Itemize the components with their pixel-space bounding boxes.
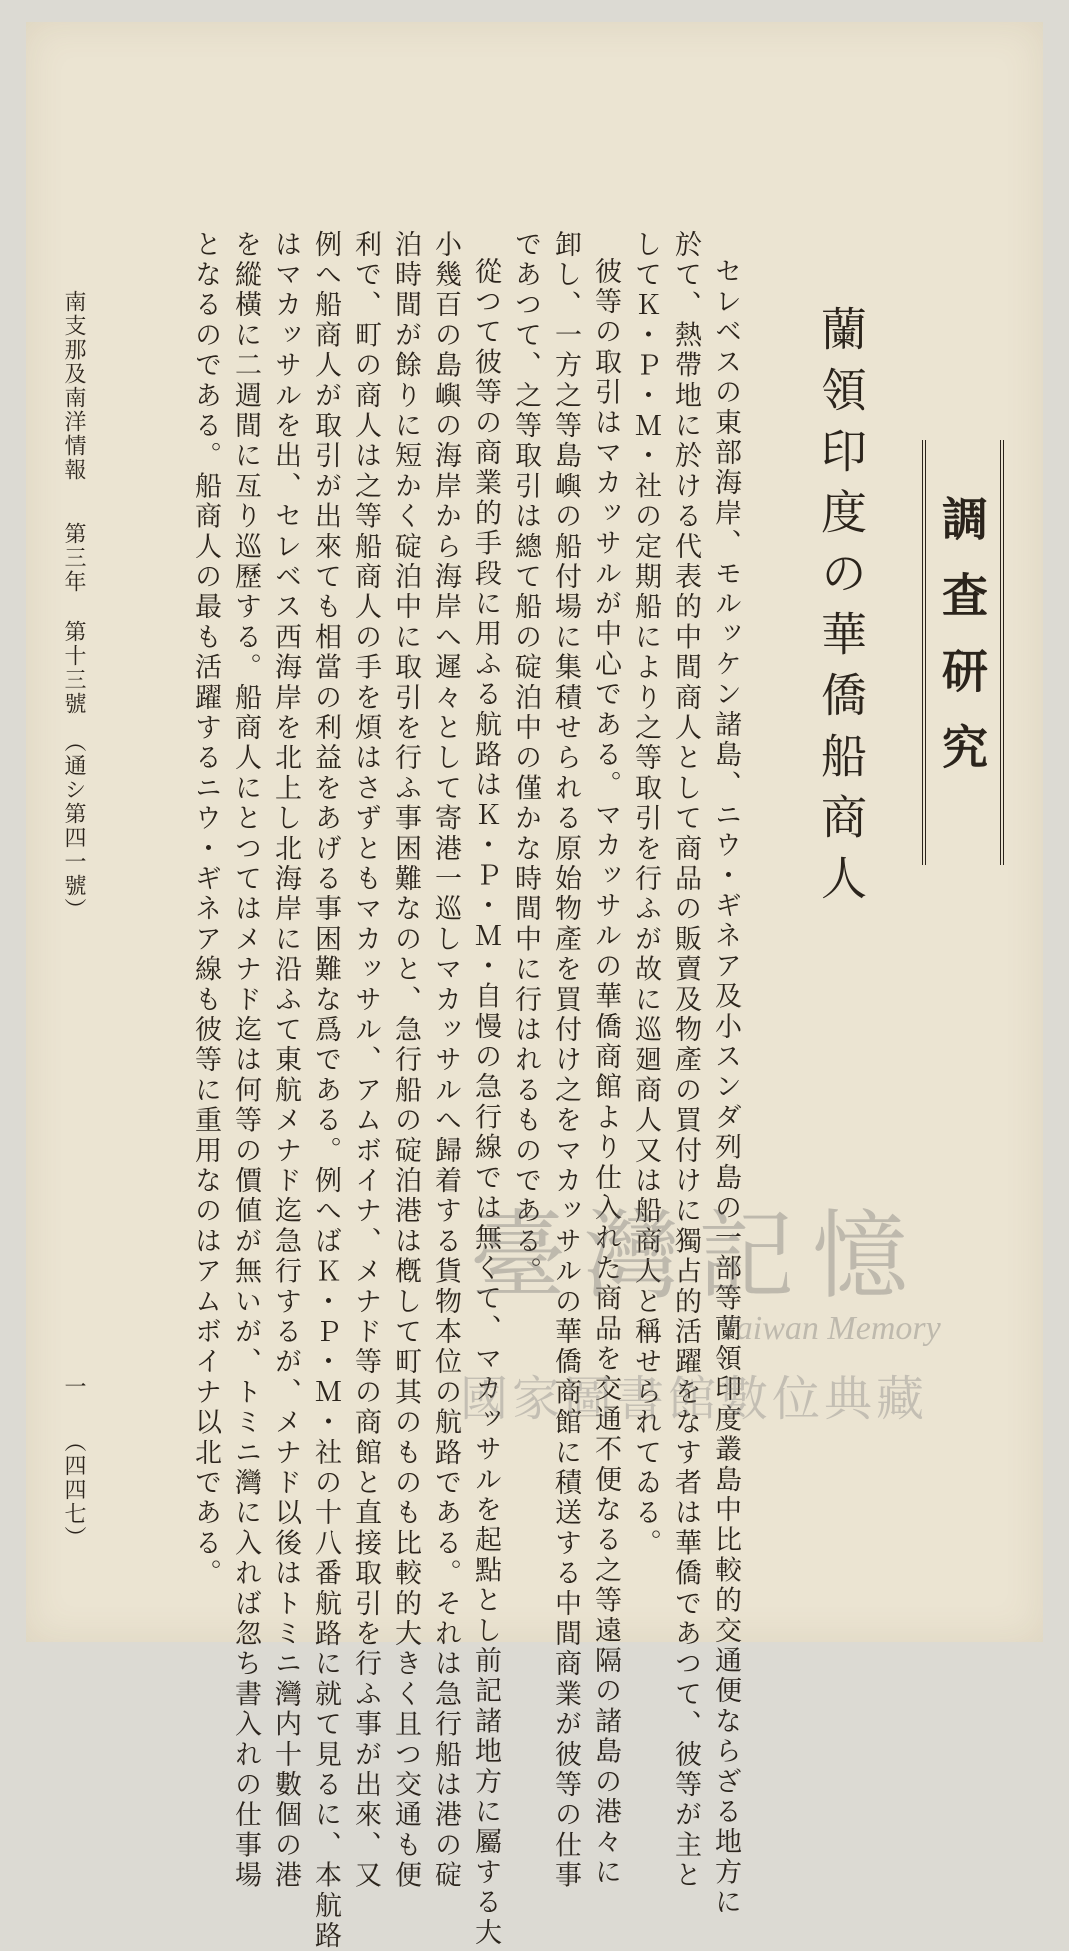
- footer-publication: [62, 290, 84, 922]
- total-page-number: （四四七）: [61, 1430, 86, 1550]
- publication-name: 南支那及南洋情報: [61, 290, 86, 482]
- body-line: してＫ・Ｐ・Ｍ・社の定期船により之等取引を行ふが故に巡廻商人又は船商人と稱せられてゐる。: [630, 230, 661, 1559]
- body-line: セレベスの東部海岸、モルッケン諸島、ニウ・ギネア及小スンダ列島の一部等蘭領印度叢島中比較的交通便ならざる地方に: [710, 257, 741, 1918]
- body-line: 從つて彼等の商業的手段に用ふる航路はＫ・Ｐ・Ｍ・自慢の急行線では無くて、マカッサルを起點とし前記諸地方に屬する大: [470, 257, 501, 1949]
- body-line: 彼等の取引はマカッサルが中心である。マカッサルの華僑商館より仕入れた商品を交通不便なる之等遠隔の諸島の港々に: [590, 257, 621, 1888]
- issue: 第十三號: [61, 620, 86, 716]
- watermark-sub: 國家圖書館數位典藏: [460, 1371, 929, 1427]
- body-line: 卸し、一方之等島嶼の船付場に集積せられる原始物產を買付け之をマカッサルの華僑商館に積送する中間商業が彼等の仕事: [550, 230, 581, 1891]
- body-line: 泊時間が餘りに短かく碇泊中に取引を行ふ事困難なのと、急行船の碇泊港は槪して町其のものも比較的大きく且つ交通も便: [390, 230, 421, 1891]
- watermark: [460, 1180, 990, 1430]
- volume: 第三年: [61, 522, 86, 594]
- body-line: 例へ船商人が取引が出來ても相當の利益をあげる事困難な爲である。例へばＫ・Ｐ・Ｍ・社の十八番航路に就て見るに、本航路: [310, 230, 341, 1951]
- watermark-english: Taiwan Memory: [720, 1310, 941, 1347]
- page-number: 一: [61, 1375, 86, 1397]
- body-line: を縱橫に二週間に亙り巡歷する。船商人にとつてはメナド迄は何等の價値が無いが、トミニ灣に入れば忽ち書入れの仕事場: [230, 230, 261, 1891]
- body-line: はマカッサルを出、セレベス西海岸を北上し北海岸に沿ふて東航メナド迄急行するが、メナド以後はトミニ灣内十數個の港: [270, 230, 301, 1891]
- section-label: 調査研究: [935, 495, 989, 799]
- cumulative-issue: （通シ第四一號）: [61, 730, 86, 922]
- body-line: であつて、之等取引は總て船の碇泊中の僅かな時間中に行はれるものである。: [510, 230, 541, 1287]
- body-line: 於て、熱帶地に於ける代表的中間商人として商品の販賣及物產の買付けに獨占的活躍をなす者は華僑であつて、彼等が主と: [670, 230, 701, 1891]
- article-title: 蘭領印度の華僑船商人: [814, 305, 868, 915]
- watermark-main: 臺灣記憶: [470, 1200, 926, 1312]
- body-line: 小幾百の島嶼の海岸から海岸へ遲々として寄港一巡しマカッサルへ歸着する貨物本位の航路である。それは急行船は港の碇: [430, 230, 461, 1891]
- body-line: となるのである。船商人の最も活躍するニウ・ギネア線も彼等に重用なのはアムボイナ以北である。: [190, 230, 221, 1589]
- body-line: 利で、町の商人は之等船商人の手を煩はさずともマカッサル、アムボイナ、メナド等の商館と直接取引を行ふ事が出來、又: [350, 230, 381, 1891]
